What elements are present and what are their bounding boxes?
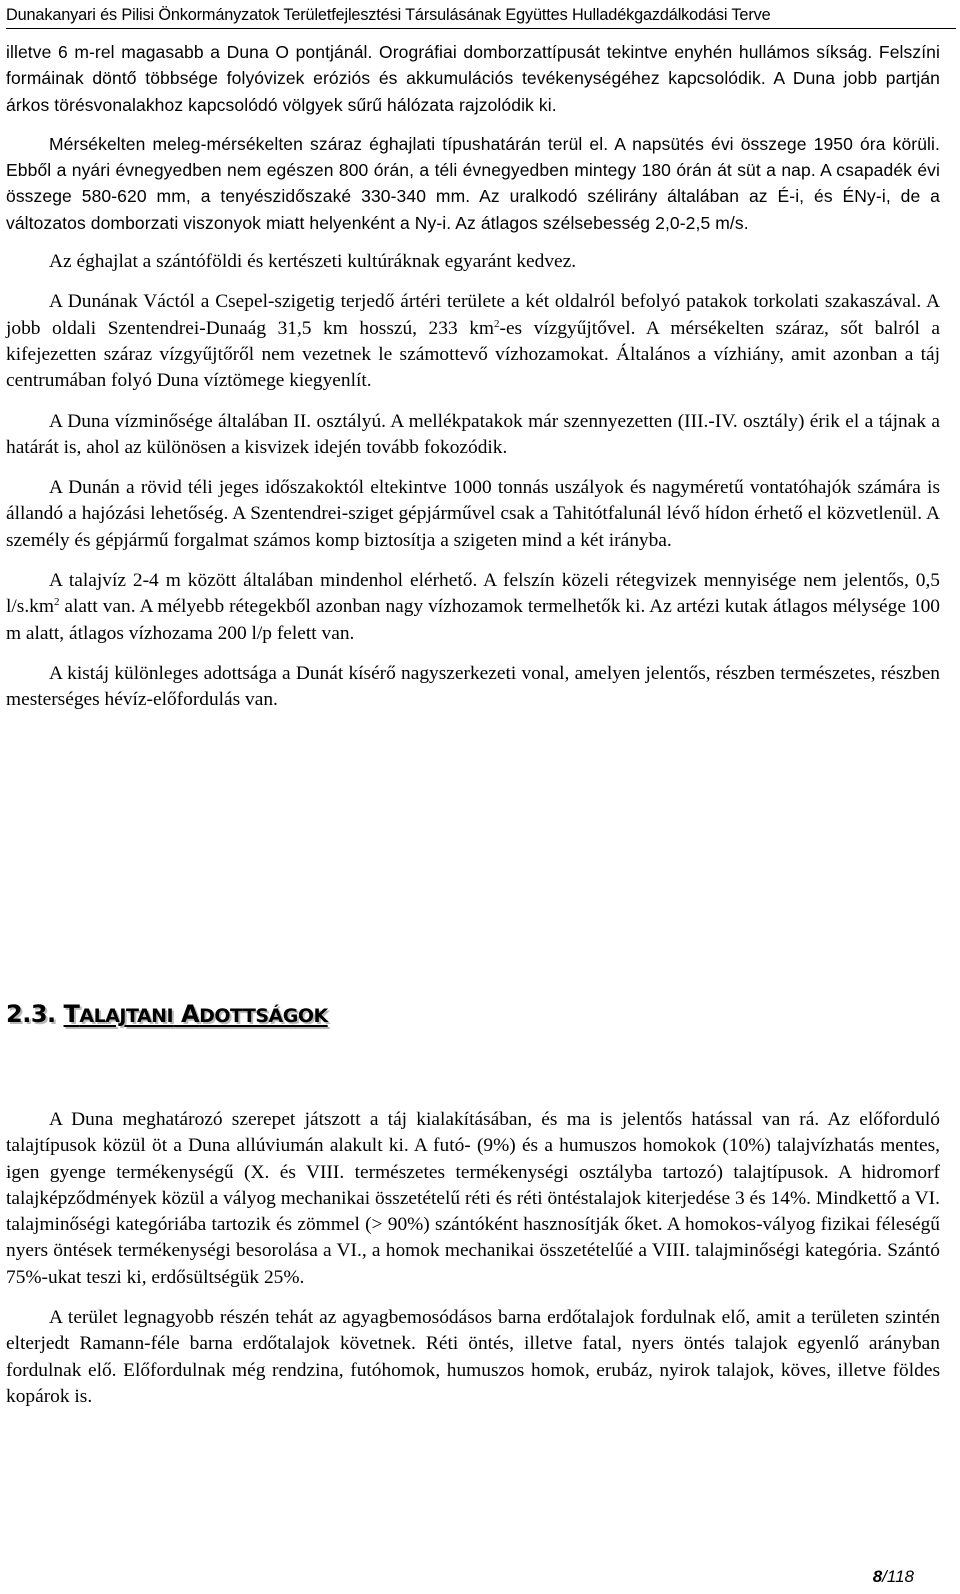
groundwater-text-a: A talajvíz 2-4 m között általában mindenhol elérhető. A felszín közeli rétegvizek mennyisége nem jelentős, 0,5 l/s.km <box>6 570 940 618</box>
section-heading <box>6 1000 328 1028</box>
hydrography-text-a: A Dunának Váctól a Csepel-szigetig terjedő ártéri területe a két oldalról befolyó patakok torkolati szakaszával. A jobb oldali Szentendrei-Dunaág 31,5 km hosszú, 233 km <box>6 291 940 339</box>
paragraph-relief: illetve 6 m-rel magasabb a Duna O pontjánál. Orográfiai domborzattípusát tekintve enyhén hullámos síkság. Felszíni formáinak döntő többsége folyóvizek eróziós és akkumulációs tevékenységéhez kapcsolódik. A Duna jobb partján árkos törésvonalakhoz kapcsolódó völgyek sűrű hálózata rajzolódik ki. <box>6 42 940 115</box>
superscript-2: 2 <box>493 317 500 330</box>
current-page: 8 <box>872 1567 883 1586</box>
paragraph-climate: Mérsékelten meleg-mérsékelten száraz éghajlati típushatárán terül el. A napsütés évi összege 1950 óra körüli. Ebből a nyári évnegyedben nem egészen 800 órán, a téli évnegyedben mintegy 180 órán át süt a nap. A csapadék évi összege 580-620 mm, a tenyészidőszaké 330-340 mm. Az uralkodó szélirány általában az É-i, és ÉNy-i, de a változatos domborzati viszonyok miatt helyenként a Ny-i. Az átlagos szélsebesség 2,0-2,5 m/s. <box>6 133 940 233</box>
page-number <box>873 1567 914 1587</box>
body-text-lower <box>6 1107 940 1410</box>
section-number: 2.3. <box>6 1000 56 1028</box>
paragraph-climate-agriculture: Az éghajlat a szántóföldi és kertészeti kultúráknak egyaránt kedvez. <box>49 251 577 273</box>
paragraph-water-quality: A Duna vízminősége általában II. osztályú. A mellékpatakok már szennyezetten (III.-IV. osztály) érik el a tájnak a határát is, ahol az különösen a kisvizek idején tovább fokozódik. <box>6 410 940 458</box>
section-title: TALAJTANI ADOTTSÁGOK <box>63 1000 328 1028</box>
hydrography-text-b: -es vízgyűjtővel. A mérsékelten száraz, sőt balról a kifejezetten száraz vízgyűjtőről nem vezetnek le számottevő vízhozamokat. Általános a vízhiány, amit azonban a táj centrumában folyó Duna víztömege kiegyenlít. <box>6 317 941 392</box>
paragraph-navigation: A Dunán a rövid téli jeges időszakoktól eltekintve 1000 tonnás uszályok és nagyméretű vontatóhajók számára is állandó a hajózási lehetőség. A Szentendrei-sziget gépjárművel csak a Tahitótfalunál lévő hídon érhető el közvetlenül. A személy és gépjármű forgalmat számos komp biztosítja a szigeten mind a két irányba. <box>6 477 940 551</box>
paragraph-thermal-water: A kistáj különleges adottsága a Dunát kísérő nagyszerkezeti vonal, amelyen jelentős, részben természetes, részben mesterséges hévíz-előfordulás van. <box>6 662 940 711</box>
paragraph-groundwater <box>6 568 940 647</box>
groundwater-text-b: alatt van. A mélyebb rétegekből azonban nagy vízhozamok termelhetők ki. Az artézi kutak átlagos mélysége 100 m alatt, átlagos vízhozama 200 l/p felett van. <box>6 596 940 644</box>
page-separator: / <box>882 1567 887 1586</box>
paragraph-soil-types: A Duna meghatározó szerepet játszott a táj kialakításában, és ma is jelentős hatással van rá. Az előforduló talajtípusok közül öt a Duna allúviumán alakult ki. A futó- (9%) és a humuszos homokok (10%) talajvízhatás mentes, igen gyenge termékenységű (X. és VIII. természetes termékenységi osztályba tartozó) talajtípusok. A hidromorf talajképződmények közül a vályog mechanikai összetételű réti és réti öntéstalajok kiterjedése 3 és 14%. Mindkettő a VI. talajminőségi kategóriába tartozik és zömmel (> 90%) szántóként hasznosítják őket. A homokos-vályog fizikai féleségű nyers öntések termékenységi besorolása a VI., a homok mechanikai összetételűé a VIII. talajminőségi kategória. Szántó 75%-ukat teszi ki, erdősültségük 25%. <box>6 1109 940 1288</box>
total-pages: 118 <box>886 1567 914 1586</box>
paragraph-hydrography <box>6 289 940 394</box>
superscript-2: 2 <box>53 596 60 609</box>
body-text-upper <box>6 39 940 714</box>
paragraph-forest-soils: A terület legnagyobb részén tehát az agyagbemosódásos barna erdőtalajok fordulnak elő, amit a területen szintén elterjedt Ramann-féle barna erdőtalajok követnek. Réti öntés, illetve fatal, nyers öntés talajok egyenlő arányban fordulnak elő. Előfordulnak még rendzina, futóhomok, humuszos homok, erubáz, nyirok talajok, köves, illetve földes kopárok is. <box>6 1307 940 1407</box>
running-header: Dunakanyari és Pilisi Önkormányzatok Területfejlesztési Társulásának Együttes Hulladékgazdálkodási Terve <box>6 5 956 29</box>
